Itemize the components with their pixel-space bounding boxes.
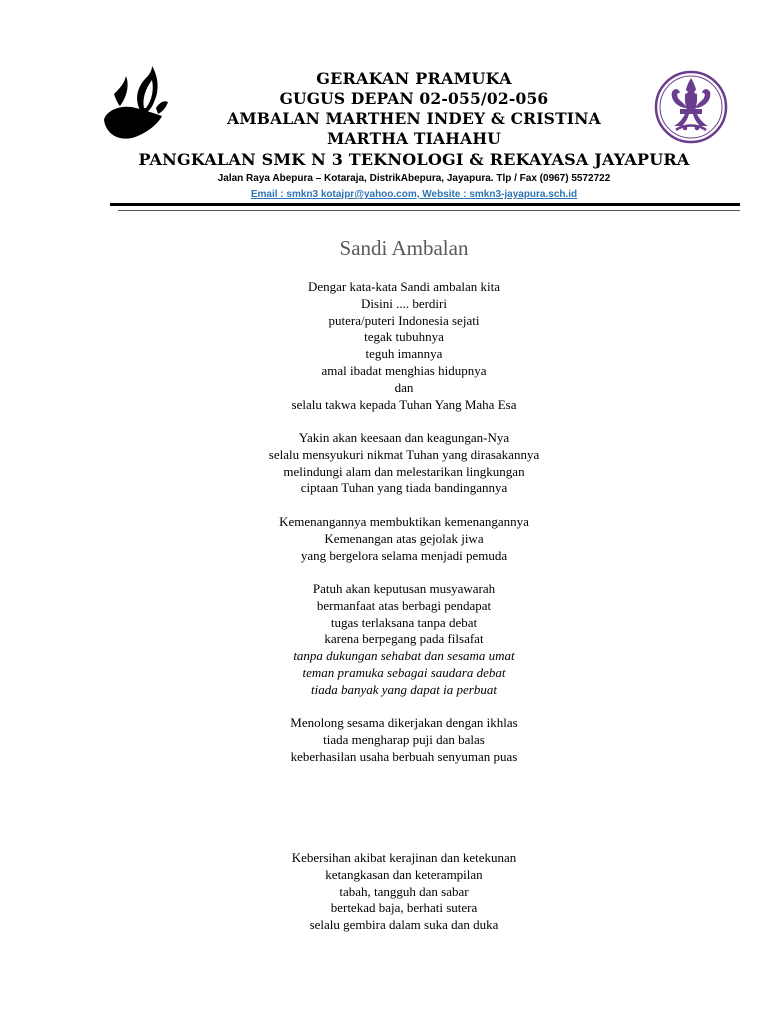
contact-link[interactable]: Email : smkn3 kotajpr@yahoo.com, Website : smkn3-jayapura.sch.id xyxy=(250,189,578,200)
poem-line: selalu mensyukuri nikmat Tuhan yang dirasakannya xyxy=(268,446,540,462)
stanza xyxy=(0,715,768,765)
poem-line: tiada banyak yang dapat ia perbuat xyxy=(311,681,497,697)
poem-line: selalu gembira dalam suka dan duka xyxy=(309,917,499,933)
org-name: GERAKAN PRAMUKA xyxy=(316,69,512,88)
address-line: Jalan Raya Abepura – Kotaraja, DistrikAbepura, Jayapura. Tlp / Fax (0967) 5572722 xyxy=(217,173,611,184)
poem-line: melindungi alam dan melestarikan lingkungan xyxy=(283,463,525,479)
poem-line: keberhasilan usaha berbuah senyuman puas xyxy=(290,748,518,764)
pangkalan-name: PANGKALAN SMK N 3 TEKNOLOGI & REKAYASA JAYAPURA xyxy=(138,150,690,169)
stanza xyxy=(0,581,768,699)
poem-line: tanpa dukungan sehabat dan sesama umat xyxy=(293,648,515,664)
poem-line: dan xyxy=(394,379,414,395)
ambalan-name-cont: MARTHA TIAHAHU xyxy=(327,129,501,148)
ambalan-name: AMBALAN MARTHEN INDEY & CRISTINA xyxy=(227,109,601,128)
poem-line: Kebersihan akibat kerajinan dan ketekunan xyxy=(291,850,517,865)
document-title: Sandi Ambalan xyxy=(339,236,469,260)
poem-line: ciptaan Tuhan yang tiada bandingannya xyxy=(300,480,508,496)
poem-line: bertekad baja, berhati sutera xyxy=(330,900,478,916)
poem-line: Kemenangannya membuktikan kemenangannya xyxy=(279,514,529,529)
poem-line: tiada mengharap puji dan balas xyxy=(323,731,485,747)
stanza xyxy=(0,850,768,934)
stanza xyxy=(0,514,768,564)
poem-line: teguh imannya xyxy=(365,346,443,362)
poem-line: amal ibadat menghias hidupnya xyxy=(321,362,487,378)
header-divider-thin xyxy=(118,210,740,211)
poem-line: ketangkasan dan keterampilan xyxy=(325,866,483,882)
poem-line: bermanfaat atas berbagi pendapat xyxy=(316,597,492,613)
poem-line: Menolong sesama dikerjakan dengan ikhlas xyxy=(290,715,518,730)
poem-line: tugas terlaksana tanpa debat xyxy=(330,614,478,630)
poem-line: karena berpegang pada filsafat xyxy=(324,631,484,647)
poem-line: teman pramuka sebagai saudara debat xyxy=(302,664,506,680)
poem-line: Patuh akan keputusan musyawarah xyxy=(312,581,496,596)
letterhead xyxy=(110,68,718,203)
poem-line: Kemenangan atas gejolak jiwa xyxy=(324,530,484,546)
poem-line: yang bergelora selama menjadi pemuda xyxy=(300,547,508,563)
gugus-depan: GUGUS DEPAN 02-055/02-056 xyxy=(279,89,549,108)
poem-line: putera/puteri Indonesia sejati xyxy=(328,312,480,328)
poem-line: selalu takwa kepada Tuhan Yang Maha Esa xyxy=(291,396,517,412)
poem-line: Disini .... berdiri xyxy=(361,295,447,311)
poem-line: tegak tubuhnya xyxy=(364,329,444,345)
poem-line: Dengar kata-kata Sandi ambalan kita xyxy=(307,279,501,294)
poem-line: Yakin akan keesaan dan keagungan-Nya xyxy=(298,430,510,445)
poem-line: tabah, tangguh dan sabar xyxy=(339,883,469,899)
header-divider-thick xyxy=(110,203,740,206)
stanza xyxy=(0,430,768,497)
stanza xyxy=(0,279,768,413)
